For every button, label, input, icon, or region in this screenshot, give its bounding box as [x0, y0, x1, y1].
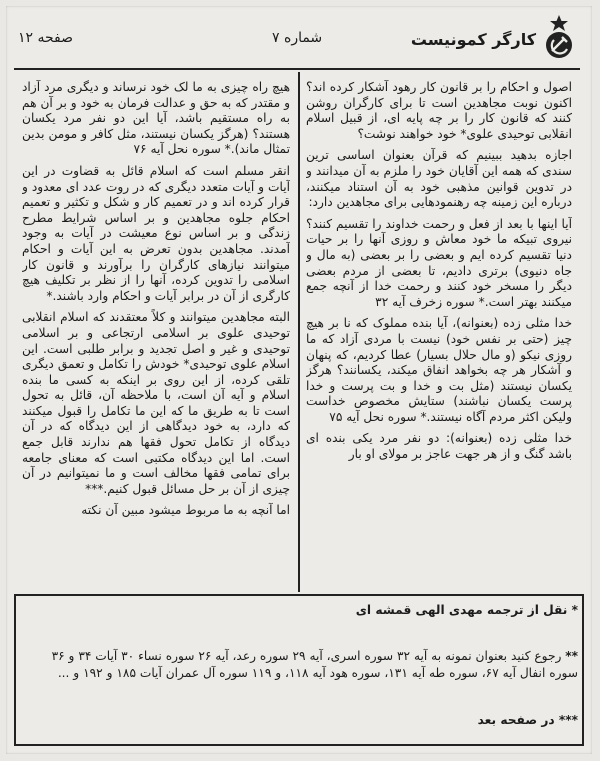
footnote-text: در صفحه بعد [477, 713, 555, 727]
paragraph: انقر مسلم است که اسلام قائل به قضاوت در این آیات و آیات متعدد دیگری که در روت عدد ای معدود و قرار کرده اند و در تعمیم کار و شکل و تکثیر و تعمیم احکام جلوه مجاهدین و بر اساس شرایط مطرح زندگی و بر اساس نوع معیشت در آیات به وجود آمدند. مجاهدین بدون تعرض به این آیات و احکام میتوانند نیازهای کارگران را برآورند و قانون کار اسلامی را تدوین کرده، آنها را از نظر بر تکلیف هیچ کارگری از آن در برابر آیات و احکام وارد باشند.* [22, 163, 290, 303]
paragraph: اجازه بدهید ببینیم که قرآن بعنوان اساسی ترین سندی که همه این آقایان خود را ملزم به آن میدانند و در تدوین قوانین مذهبی خود به آن استناد میکنند، درباره این زمینه چه رهنمودهایی برای مجاهدین دارد: [306, 148, 572, 210]
quran-quote: خدا مثلی زده (بعنوانه): دو نفر مرد یکی بنده ای باشد گنگ و از هر جهت عاجز بر مولای او بار [306, 431, 572, 462]
page-header [14, 28, 580, 70]
quran-quote: هیچ راه چیزی به ما لک خود نرساند و دیگری مرد آزاد و مقتدر که به حق و عدالت فرمان به خود و بر آن هم به راه مستقیم باشد، آیا این دو نفر مرد یکسان هستند؟ (هرگز یکسان نیستند، مثل کافر و مومن بدین تمثال ماند).* سوره نحل آیه ۷۶ [22, 80, 290, 157]
footnote-mark: * [571, 603, 578, 617]
quran-quote: آیا اینها با بعد از فعل و رحمت خداوند را تقسیم کنند؟ نیروی تبیکه ما خود معاش و روزی آنها را بر حیات دنیا تقسیم کرده ایم و بعضی را بر بعضی (به مال و جاه دنیوی) برتری دادیم، تا بعضی از مردم بعضی دیگر را مسخر خود کنند و رحمت خدا از آنچه جمع میکنند بهتر است.* سوره زخرف آیه ۳۲ [306, 216, 572, 309]
quran-quote: خدا مثلی زده (بعنوانه)، آیا بنده مملوک که نا بر هیچ چیز (حتی بر نفس خود) نیست با مردی آزاد که ما روزی نیکو (و مال حلال بسیار) عطا کردیم، که پنهان و آشکار هر چه بخواهد انفاق میکند، یکسانند؟ هرگز یکسان نیستند (مثل بت و خدا و بت پرست و خدا پرست یکسان نباشند) ستایش مخصوص خداست ولیکن اکثر مردم آگاه نیستند.* سوره نحل آیه ۷۵ [306, 316, 572, 424]
right-column [306, 80, 572, 590]
issue-number: شماره ۷ [272, 30, 323, 46]
footnote-mark: ** [565, 649, 578, 663]
left-column [22, 80, 290, 590]
publication-title: کارگر کمونیست [410, 30, 536, 49]
paragraph: اما آنچه به ما مربوط میشود مبین آن نکته [81, 503, 290, 518]
footnote-1 [38, 602, 578, 619]
star-hammer-sickle-logo [540, 14, 578, 60]
footnote-text: نقل از ترجمه مهدی الهی قمشه ای [355, 603, 568, 617]
column-divider [298, 72, 300, 592]
paragraph: اصول و احکام را بر قانون کار رهود آشکار کرده اند؟ اکنون نوبت مجاهدین است تا برای کارگران روشن کنند که قانون کار را بر چه پایه ای، از قبیل اسلام انقلابی توحیدی علوی* خود خواهند نوشت؟ [306, 80, 572, 141]
footnote-mark: *** [558, 713, 578, 727]
page-number: صفحه ۱۲ [18, 30, 74, 46]
paragraph: البته مجاهدین میتوانند و کلاً معتقدند که اسلام انقلابی توحیدی علوی بر اسلامی ارتجاعی و بر اسلامی توحیدی و غیر و اصل تجدید و برابر طلبی است. این اسلام علوی توحیدی* خودش را تکامل و تعمق دیگری تلقی کرده، از این روی بر اینکه به کسی ما بنده اسلام و آیه آن است، با ملاحظه آن، قائل به تحول است تا به طریق ما که این ما تکامل را قبول میکنند که دارد، به خود دیدگاهی از این دیدگاه که در آن دیدگاه از تکامل تحول فقها هم ندارند قابل جمع است. اما این دیدگاه مکتبی است که معنای جامعه برای تمامی فقها مخالف است و ما نمیتوانیم در آن چیزی از آن بر حل مسائل قبول کنیم.*** [22, 310, 290, 496]
footnote-2 [38, 648, 578, 682]
footnote-3 [38, 712, 578, 729]
footnote-text: رجوع کنید بعنوان نمونه به آیه ۳۲ سوره اسری، آیه ۲۹ سوره رعد، آیه ۲۶ سوره نساء ۳۰ آیات ۳۴ و ۳۶ سوره انفال آیه ۶۷، سوره طه آیه ۱۳۱، سوره هود آیه ۱۱۸، و ۱۱۹ سوره آل عمران آیات ۱۸۵ و ۱۹۲ و ... [51, 649, 578, 680]
